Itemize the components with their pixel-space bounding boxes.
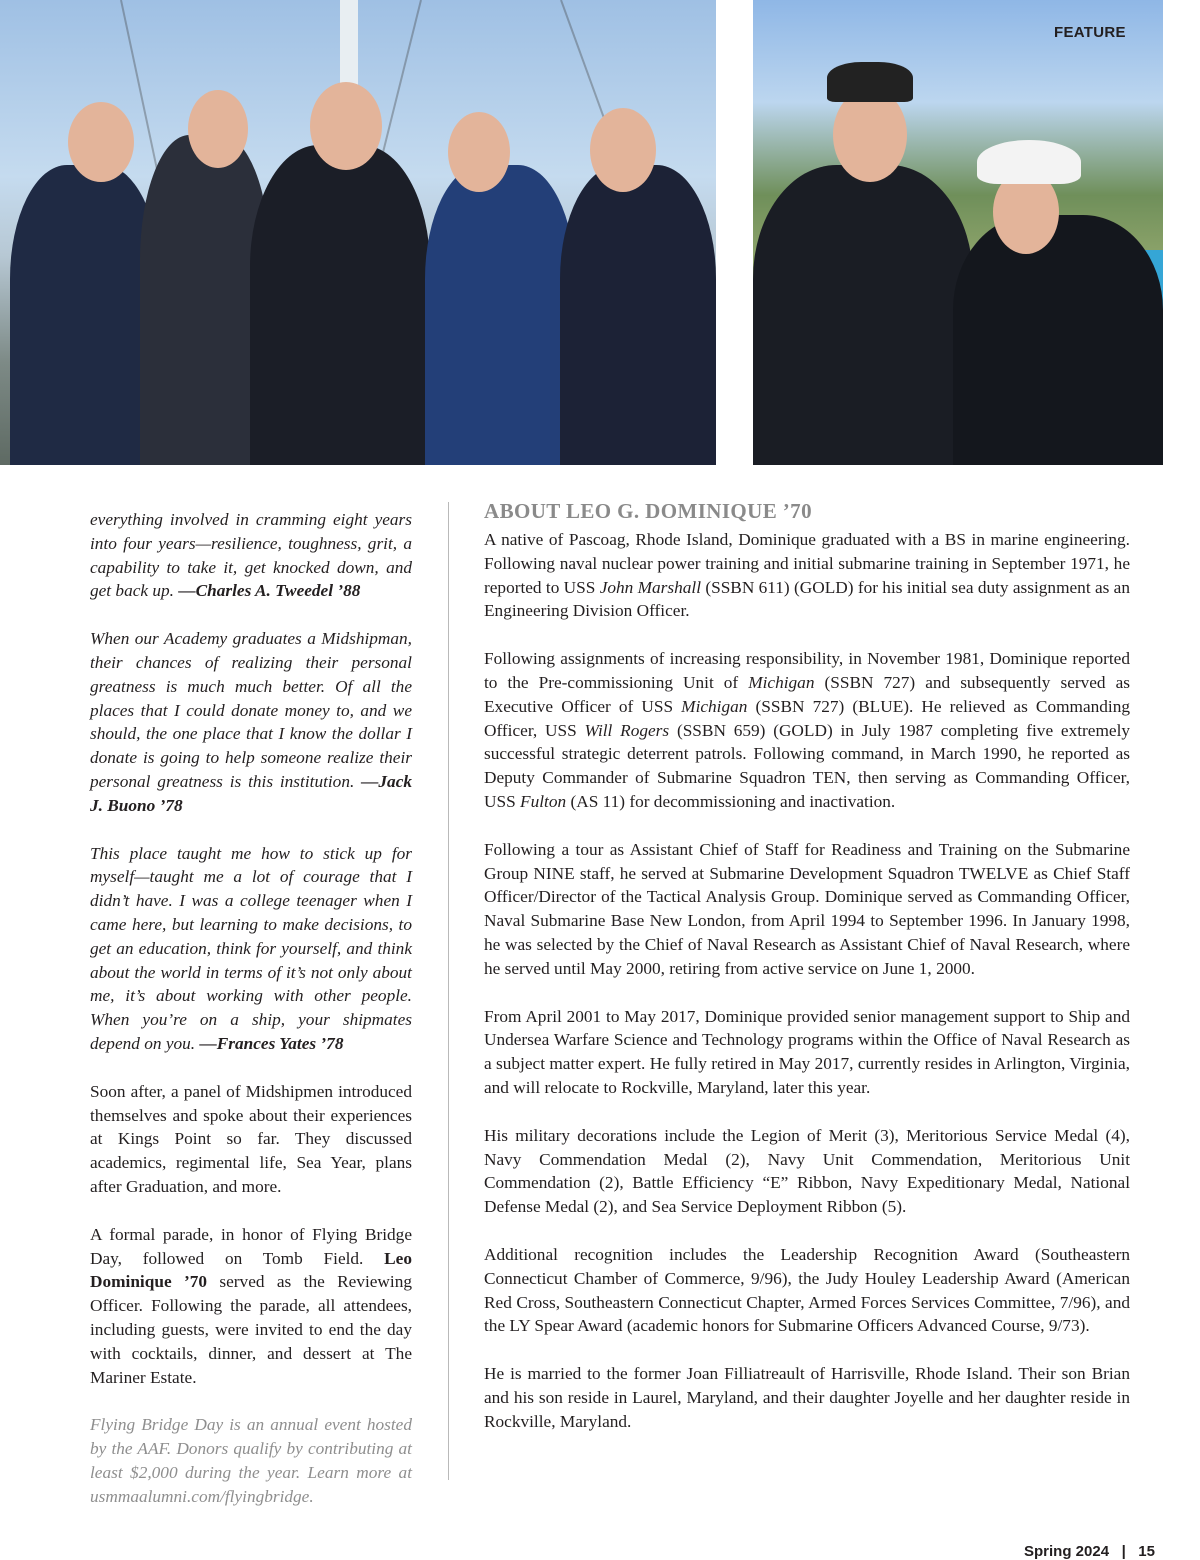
testimonial-quote — [90, 508, 412, 603]
bio-paragraph — [484, 528, 1130, 623]
footer-separator: | — [1121, 1543, 1126, 1560]
text-run: (SSBN 727) and subsequently served as Executive Officer of USS — [484, 672, 1130, 716]
person-head — [833, 88, 907, 182]
bio-paragraph: From April 2001 to May 2017, Dominique provided senior management support to Ship and Undersea Warfare Science and Technology programs within the Office of Naval Research as a subject matter expert. He fully retired in May 2017, currently resides in Arlington, Virginia, and will relocate to Rockville, Maryland, later this year. — [484, 1006, 1130, 1097]
section-label: FEATURE — [1054, 24, 1126, 41]
right-column — [484, 498, 1130, 1458]
bio-paragraph: He is married to the former Joan Filliatreault of Harrisville, Rhode Island. Their son Brian and his son reside in Laurel, Maryland, and their daughter Joyelle and her daughter reside in Rockville, Maryland. — [484, 1364, 1130, 1431]
bold-name: Leo Dominique ’70 — [90, 1248, 412, 1292]
bio-paragraph: His military decorations include the Legion of Merit (3), Meritorious Service Medal (4), Navy Commendation Medal (2), Navy Unit Commendation, Meritorious Unit Commendation (2), Battle Efficiency “E” Ribbon, Navy Expeditionary Medal, National Defense Medal (2), and Sea Service Deployment Ribbon (5). — [484, 1125, 1130, 1217]
person-head — [68, 102, 134, 182]
person-head — [310, 82, 382, 170]
quote-text: When our Academy graduates a Midshipman, their chances of realizing their personal greatness is much much better. Of all the places that I could donate money to, and we should, the one place that I know the dollar I donate is going to help someone realize their personal greatness is this institution. — [90, 629, 412, 791]
ship-name: John Marshall — [599, 577, 701, 597]
text-run: A formal parade, in honor of Flying Bridge Day, followed on Tomb Field. — [90, 1224, 412, 1268]
person-figure — [425, 165, 575, 465]
ship-name: Michigan — [748, 672, 815, 692]
issue-label: Spring 2024 — [1024, 1543, 1110, 1560]
testimonial-quote — [90, 842, 412, 1056]
person-figure — [753, 165, 973, 465]
testimonial-quote — [90, 627, 412, 817]
cap-graphic — [827, 62, 913, 102]
donor-note: Flying Bridge Day is an annual event hosted by the AAF. Donors qualify by contributing at least $2,000 during the year. Learn more at usmmaalumni.com/flyingbridge. — [90, 1415, 412, 1506]
quote-attribution: —Jack J. Buono ’78 — [90, 771, 412, 815]
ship-name: Will Rogers — [584, 720, 670, 740]
portrait-photo — [753, 0, 1163, 465]
body-paragraph — [90, 1223, 412, 1390]
quote-text: everything involved in cramming eight years into four years—resilience, toughness, grit, a capability to take it, get knocked down, and get back up. — [90, 510, 412, 601]
body-paragraph: Soon after, a panel of Midshipmen introduced themselves and spoke about their experiences at Kings Point so far. They discussed academics, regimental life, Sea Year, plans after Graduation, and more. — [90, 1081, 412, 1196]
column-divider — [448, 502, 449, 1480]
bio-headline: ABOUT LEO G. DOMINIQUE ’70 — [484, 499, 812, 523]
text-run: (SSBN 727) (BLUE). He relieved as Commanding Officer, USS — [484, 696, 1130, 740]
bio-paragraph: Additional recognition includes the Leadership Recognition Award (Southeastern Connecticut Chamber of Commerce, 9/96), the Judy Houley Leadership Award (American Red Cross, Southeastern Connecticut Chapter, Armed Forces Services Committee, 7/96), and the LY Spear Award (academic honors for Submarine Officers Advanced Course, 9/73). — [484, 1244, 1130, 1336]
person-head — [590, 108, 656, 192]
text-run: (SSBN 659) (GOLD) in July 1987 completing five extremely successful strategic deterrent patrols. Following command, in March 1990, he reported as Deputy Commander of Submarine Squadron TEN, then serving as Commanding Officer, USS — [484, 720, 1131, 811]
quote-attribution: —Frances Yates ’78 — [199, 1033, 344, 1053]
person-figure — [250, 145, 430, 465]
text-run: (AS 11) for decommissioning and inactivation. — [570, 791, 896, 811]
person-figure — [953, 215, 1163, 465]
text-run: Following assignments of increasing responsibility, in November 1981, Dominique reported to the Pre-commissioning Unit of — [484, 649, 1130, 692]
quote-attribution: —Charles A. Tweedel ’88 — [178, 581, 361, 601]
ship-name: Fulton — [520, 791, 567, 811]
ship-name: Michigan — [681, 696, 748, 716]
page-footer — [1024, 1543, 1155, 1560]
page-number: 15 — [1138, 1543, 1155, 1560]
text-run: (SSBN 611) (GOLD) for his initial sea duty assignment as an Engineering Division Officer. — [484, 577, 1130, 621]
text-run: served as the Reviewing Officer. Following the parade, all attendees, including guests, were invited to end the day with cocktails, dinner, and dessert at The Mariner Estate. — [90, 1272, 412, 1387]
group-photo — [0, 0, 716, 465]
person-figure — [10, 165, 160, 465]
bio-paragraph: Following a tour as Assistant Chief of Staff for Readiness and Training on the Submarine Group NINE staff, he served at Submarine Development Squadron TWELVE as Chief Staff Officer/Director of the Tactical Analysis Group. Dominique served as Commanding Officer, Naval Submarine Base New London, from April 1994 to September 1996. In January 1998, he was selected by the Chief of Naval Research as Assistant Chief of Naval Research, where he served until May 2000, retiring from active service on June 1, 2000. — [484, 839, 1130, 978]
left-column — [90, 508, 412, 1532]
person-head — [188, 90, 248, 168]
person-figure — [560, 165, 716, 465]
cap-graphic — [977, 140, 1081, 184]
bio-paragraph — [484, 647, 1130, 814]
person-head — [448, 112, 510, 192]
quote-text: This place taught me how to stick up for myself—taught me a lot of courage that I didn’t have. I was a college teenager when I came here, but learning to make decisions, to get an education, think for yourself, and think about the world in terms of it’s not only about me, it’s about working with other people. When you’re on a ship, your shipmates depend on you. — [90, 843, 412, 1053]
text-run: A native of Pascoag, Rhode Island, Dominique graduated with a BS in marine engineering. Following naval nuclear power training and initial submarine training in September 1971, he reported to USS — [484, 530, 1130, 597]
